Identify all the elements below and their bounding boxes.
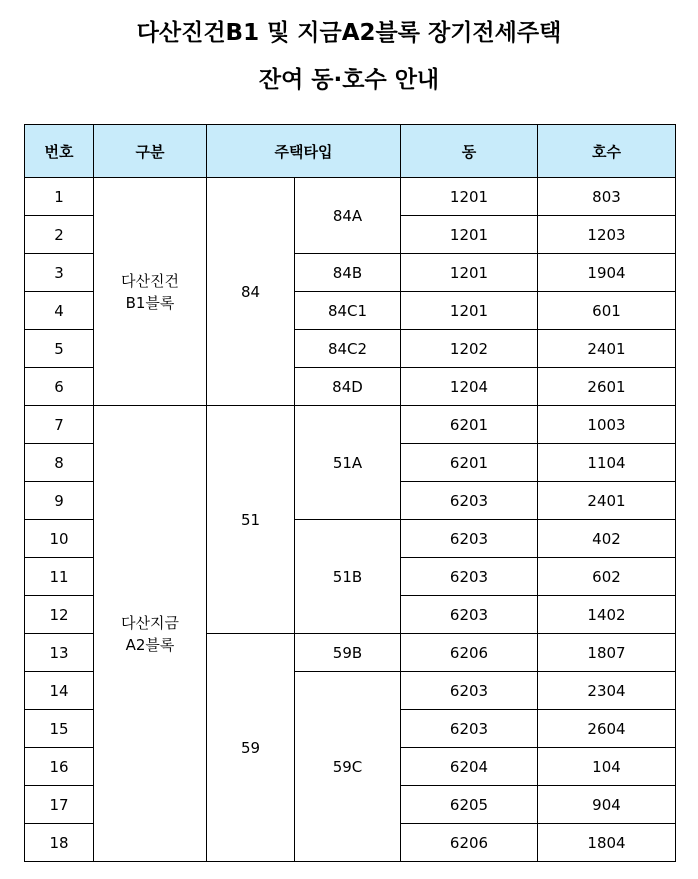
subtype-cell: 84C1 — [295, 292, 401, 330]
subtype-cell: 84B — [295, 254, 401, 292]
row-no: 10 — [25, 520, 94, 558]
subtype-cell: 51A — [295, 406, 401, 520]
subtype-cell: 51B — [295, 520, 401, 634]
subtype-cell: 84D — [295, 368, 401, 406]
dong-cell: 1201 — [401, 254, 538, 292]
ho-cell: 1003 — [538, 406, 676, 444]
row-no: 9 — [25, 482, 94, 520]
row-no: 13 — [25, 634, 94, 672]
dong-cell: 6206 — [401, 824, 538, 862]
dong-cell: 6203 — [401, 596, 538, 634]
dong-cell: 6203 — [401, 558, 538, 596]
header-dong: 동 — [401, 125, 538, 178]
ho-cell: 1804 — [538, 824, 676, 862]
header-no: 번호 — [25, 125, 94, 178]
dong-cell: 1202 — [401, 330, 538, 368]
row-no: 18 — [25, 824, 94, 862]
ho-cell: 601 — [538, 292, 676, 330]
dong-cell: 1201 — [401, 292, 538, 330]
row-no: 4 — [25, 292, 94, 330]
page-subtitle: 잔여 동·호수 안내 — [258, 67, 440, 93]
dong-cell: 6206 — [401, 634, 538, 672]
ho-cell: 803 — [538, 178, 676, 216]
subtype-cell: 84C2 — [295, 330, 401, 368]
row-no: 5 — [25, 330, 94, 368]
category-block: A2블록 — [125, 635, 175, 654]
dong-cell: 6203 — [401, 482, 538, 520]
subtype-cell: 59B — [295, 634, 401, 672]
dong-cell: 6203 — [401, 710, 538, 748]
dong-cell: 1204 — [401, 368, 538, 406]
ho-cell: 904 — [538, 786, 676, 824]
header-ho: 호수 — [538, 125, 676, 178]
category-name: 다산진건 — [121, 271, 179, 290]
ho-cell: 2401 — [538, 482, 676, 520]
row-no: 11 — [25, 558, 94, 596]
category-cell-a2 — [94, 406, 207, 862]
ho-cell: 1402 — [538, 596, 676, 634]
category-cell-b1 — [94, 178, 207, 406]
table-row — [25, 178, 676, 216]
row-no: 1 — [25, 178, 94, 216]
ho-cell: 1807 — [538, 634, 676, 672]
dong-cell: 6201 — [401, 444, 538, 482]
size-cell: 51 — [207, 406, 295, 634]
row-no: 17 — [25, 786, 94, 824]
dong-cell: 6201 — [401, 406, 538, 444]
page-title: 다산진건B1 및 지금A2블록 장기전세주택 — [136, 20, 562, 46]
ho-cell: 104 — [538, 748, 676, 786]
row-no: 16 — [25, 748, 94, 786]
header-category: 구분 — [94, 125, 207, 178]
dong-cell: 6203 — [401, 672, 538, 710]
ho-cell: 1904 — [538, 254, 676, 292]
ho-cell: 2304 — [538, 672, 676, 710]
table-row — [25, 406, 676, 444]
row-no: 3 — [25, 254, 94, 292]
size-cell: 84 — [207, 178, 295, 406]
vacancy-table — [24, 124, 676, 862]
row-no: 7 — [25, 406, 94, 444]
subtype-cell: 59C — [295, 672, 401, 862]
dong-cell: 6203 — [401, 520, 538, 558]
size-cell: 59 — [207, 634, 295, 862]
ho-cell: 2604 — [538, 710, 676, 748]
ho-cell: 402 — [538, 520, 676, 558]
category-block: B1블록 — [125, 293, 175, 312]
dong-cell: 1201 — [401, 216, 538, 254]
subtype-cell: 84A — [295, 178, 401, 254]
row-no: 12 — [25, 596, 94, 634]
row-no: 14 — [25, 672, 94, 710]
ho-cell: 2401 — [538, 330, 676, 368]
dong-cell: 6204 — [401, 748, 538, 786]
ho-cell: 2601 — [538, 368, 676, 406]
row-no: 8 — [25, 444, 94, 482]
dong-cell: 1201 — [401, 178, 538, 216]
table-header-row — [25, 125, 676, 178]
dong-cell: 6205 — [401, 786, 538, 824]
ho-cell: 1104 — [538, 444, 676, 482]
row-no: 6 — [25, 368, 94, 406]
category-name: 다산지금 — [121, 613, 179, 632]
ho-cell: 1203 — [538, 216, 676, 254]
ho-cell: 602 — [538, 558, 676, 596]
row-no: 2 — [25, 216, 94, 254]
header-type: 주택타입 — [207, 125, 401, 178]
row-no: 15 — [25, 710, 94, 748]
